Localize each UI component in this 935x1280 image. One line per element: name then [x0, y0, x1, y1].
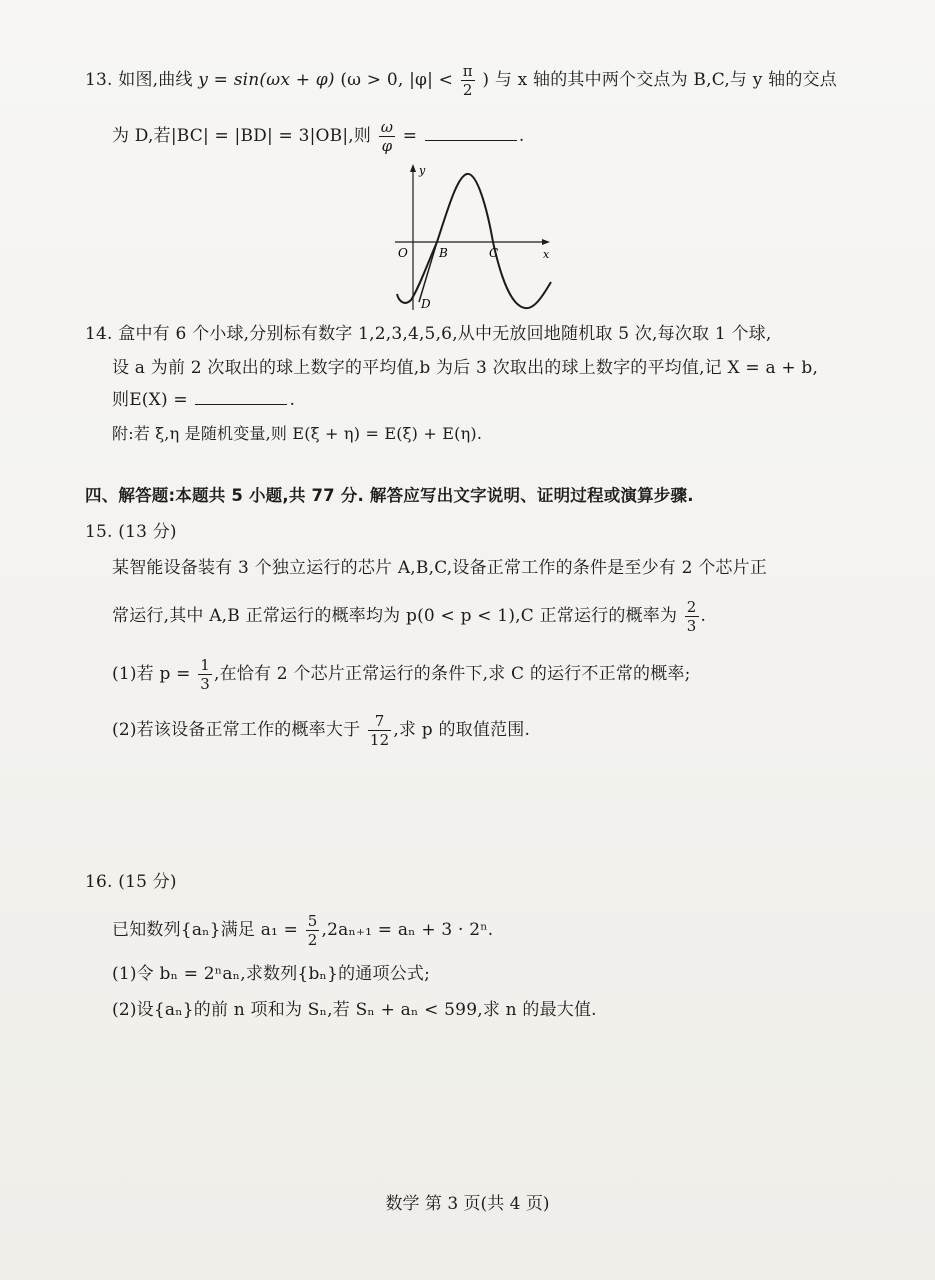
- q15-header-text: 15. (13 分): [85, 522, 177, 542]
- q13-text-mid: 与 x 轴的其中两个交点为 B,C,与 y 轴的交点: [494, 70, 837, 90]
- q13-formula: y = sin(ωx + φ): [198, 70, 335, 90]
- q16-line1-fraction: [306, 912, 320, 949]
- q13-answer-blank: [425, 124, 517, 141]
- q13-number: 13.: [85, 70, 113, 90]
- q13-pi-fraction: [461, 62, 475, 99]
- q15-part1: [112, 656, 691, 693]
- q14-answer-blank: [195, 388, 287, 405]
- q16-header: [85, 870, 177, 894]
- q13-ratio-fraction: [379, 118, 395, 155]
- q16-line1-prefix: 已知数列{aₙ}满足 a₁ =: [112, 920, 299, 940]
- q15-part1-prefix: (1)若 p =: [112, 664, 191, 684]
- label-y: y: [419, 164, 426, 177]
- q15-part2-fraction: [368, 712, 392, 749]
- q15-part1-suffix: ,在恰有 2 个芯片正常运行的条件下,求 C 的运行不正常的概率;: [213, 664, 691, 684]
- q13-pi: π: [462, 62, 473, 80]
- q15-part1-den: 3: [200, 675, 210, 693]
- q14-line3-prefix: 则E(X) =: [112, 390, 188, 410]
- footer-text: 数学 第 3 页(共 4 页): [385, 1194, 550, 1214]
- page-footer: [0, 1192, 935, 1216]
- q13-cond-close: ): [482, 70, 490, 90]
- q15-part2: [112, 712, 530, 749]
- q14-line3: [112, 388, 295, 412]
- label-x: x: [543, 248, 550, 261]
- q15-line2-den: 3: [686, 617, 697, 635]
- q13-line2: [112, 118, 524, 155]
- q15-line1-text: 某智能设备装有 3 个独立运行的芯片 A,B,C,设备正常工作的条件是至少有 2 个芯片正: [112, 558, 768, 578]
- sine-graph: [385, 160, 560, 315]
- q13-ratio-num: ω: [380, 118, 394, 136]
- q14-line1-text: 盒中有 6 个小球,分别标有数字 1,2,3,4,5,6,从中无放回地随机取 5 次,每次取 1 个球,: [118, 324, 772, 344]
- q14-line2-text: 设 a 为前 2 次取出的球上数字的平均值,b 为后 3 次取出的球上数字的平均值,记 X = a + b,: [112, 358, 819, 378]
- q13-text-prefix: 如图,曲线: [118, 70, 193, 90]
- q16-line1-suffix: ,2aₙ₊₁ = aₙ + 3 · 2ⁿ.: [321, 920, 494, 940]
- q14-line2: [112, 356, 818, 380]
- q14-number: 14.: [85, 324, 113, 344]
- q15-line2-num: 2: [686, 598, 697, 616]
- q14-note-text: 附:若 ξ,η 是随机变量,则 E(ξ + η) = E(ξ) + E(η).: [112, 424, 483, 443]
- q15-part2-den: 12: [369, 731, 390, 749]
- q16-line1: [112, 912, 493, 949]
- label-o: O: [398, 246, 408, 260]
- q16-part1: [112, 962, 430, 986]
- segment-bd: [419, 242, 437, 302]
- q13-two: 2: [462, 81, 473, 99]
- q16-line1-den: 2: [307, 931, 318, 949]
- q15-header: [85, 520, 177, 544]
- section-4-title: [85, 484, 694, 508]
- label-d: D: [421, 297, 431, 311]
- q15-part1-fraction: [198, 656, 212, 693]
- q16-part1-text: (1)令 bₙ = 2ⁿaₙ,求数列{bₙ}的通项公式;: [112, 964, 431, 984]
- q13-period: .: [518, 126, 525, 146]
- q14-line1: [85, 322, 771, 346]
- q16-part2-text: (2)设{aₙ}的前 n 项和为 Sₙ,若 Sₙ + aₙ < 599,求 n 的最大值.: [112, 1000, 597, 1020]
- q16-header-text: 16. (15 分): [85, 872, 177, 892]
- label-c: C: [489, 246, 499, 260]
- q13-line2-text: 为 D,若|BC| = |BD| = 3|OB|,则: [112, 126, 372, 146]
- q15-line2: [112, 598, 706, 635]
- label-b: B: [439, 246, 448, 260]
- q16-line1-num: 5: [307, 912, 318, 930]
- x-axis-arrow: [542, 239, 550, 245]
- q15-part1-num: 1: [200, 656, 210, 674]
- q14-note: [112, 422, 482, 446]
- q13-line1: [85, 62, 837, 99]
- section-4-text: 四、解答题:本题共 5 小题,共 77 分. 解答应写出文字说明、证明过程或演算步骤.: [85, 486, 694, 505]
- q15-part2-suffix: ,求 p 的取值范围.: [393, 720, 531, 740]
- q15-line2-fraction: [685, 598, 699, 635]
- q15-line2-prefix: 常运行,其中 A,B 正常运行的概率均为 p(0 < p < 1),C 正常运行的概率为: [112, 606, 678, 626]
- q16-part2: [112, 998, 597, 1022]
- q13-ratio-den: φ: [381, 137, 393, 155]
- q15-part2-prefix: (2)若该设备正常工作的概率大于: [112, 720, 361, 740]
- q15-part2-num: 7: [368, 712, 392, 731]
- q13-equals: =: [402, 126, 418, 146]
- q13-cond-open: (ω > 0, |φ| <: [340, 70, 454, 90]
- q15-line1: [112, 556, 767, 580]
- y-axis-arrow: [410, 164, 416, 172]
- sine-curve: [397, 174, 551, 308]
- q15-line2-suffix: .: [700, 606, 707, 626]
- q14-line3-suffix: .: [289, 390, 296, 410]
